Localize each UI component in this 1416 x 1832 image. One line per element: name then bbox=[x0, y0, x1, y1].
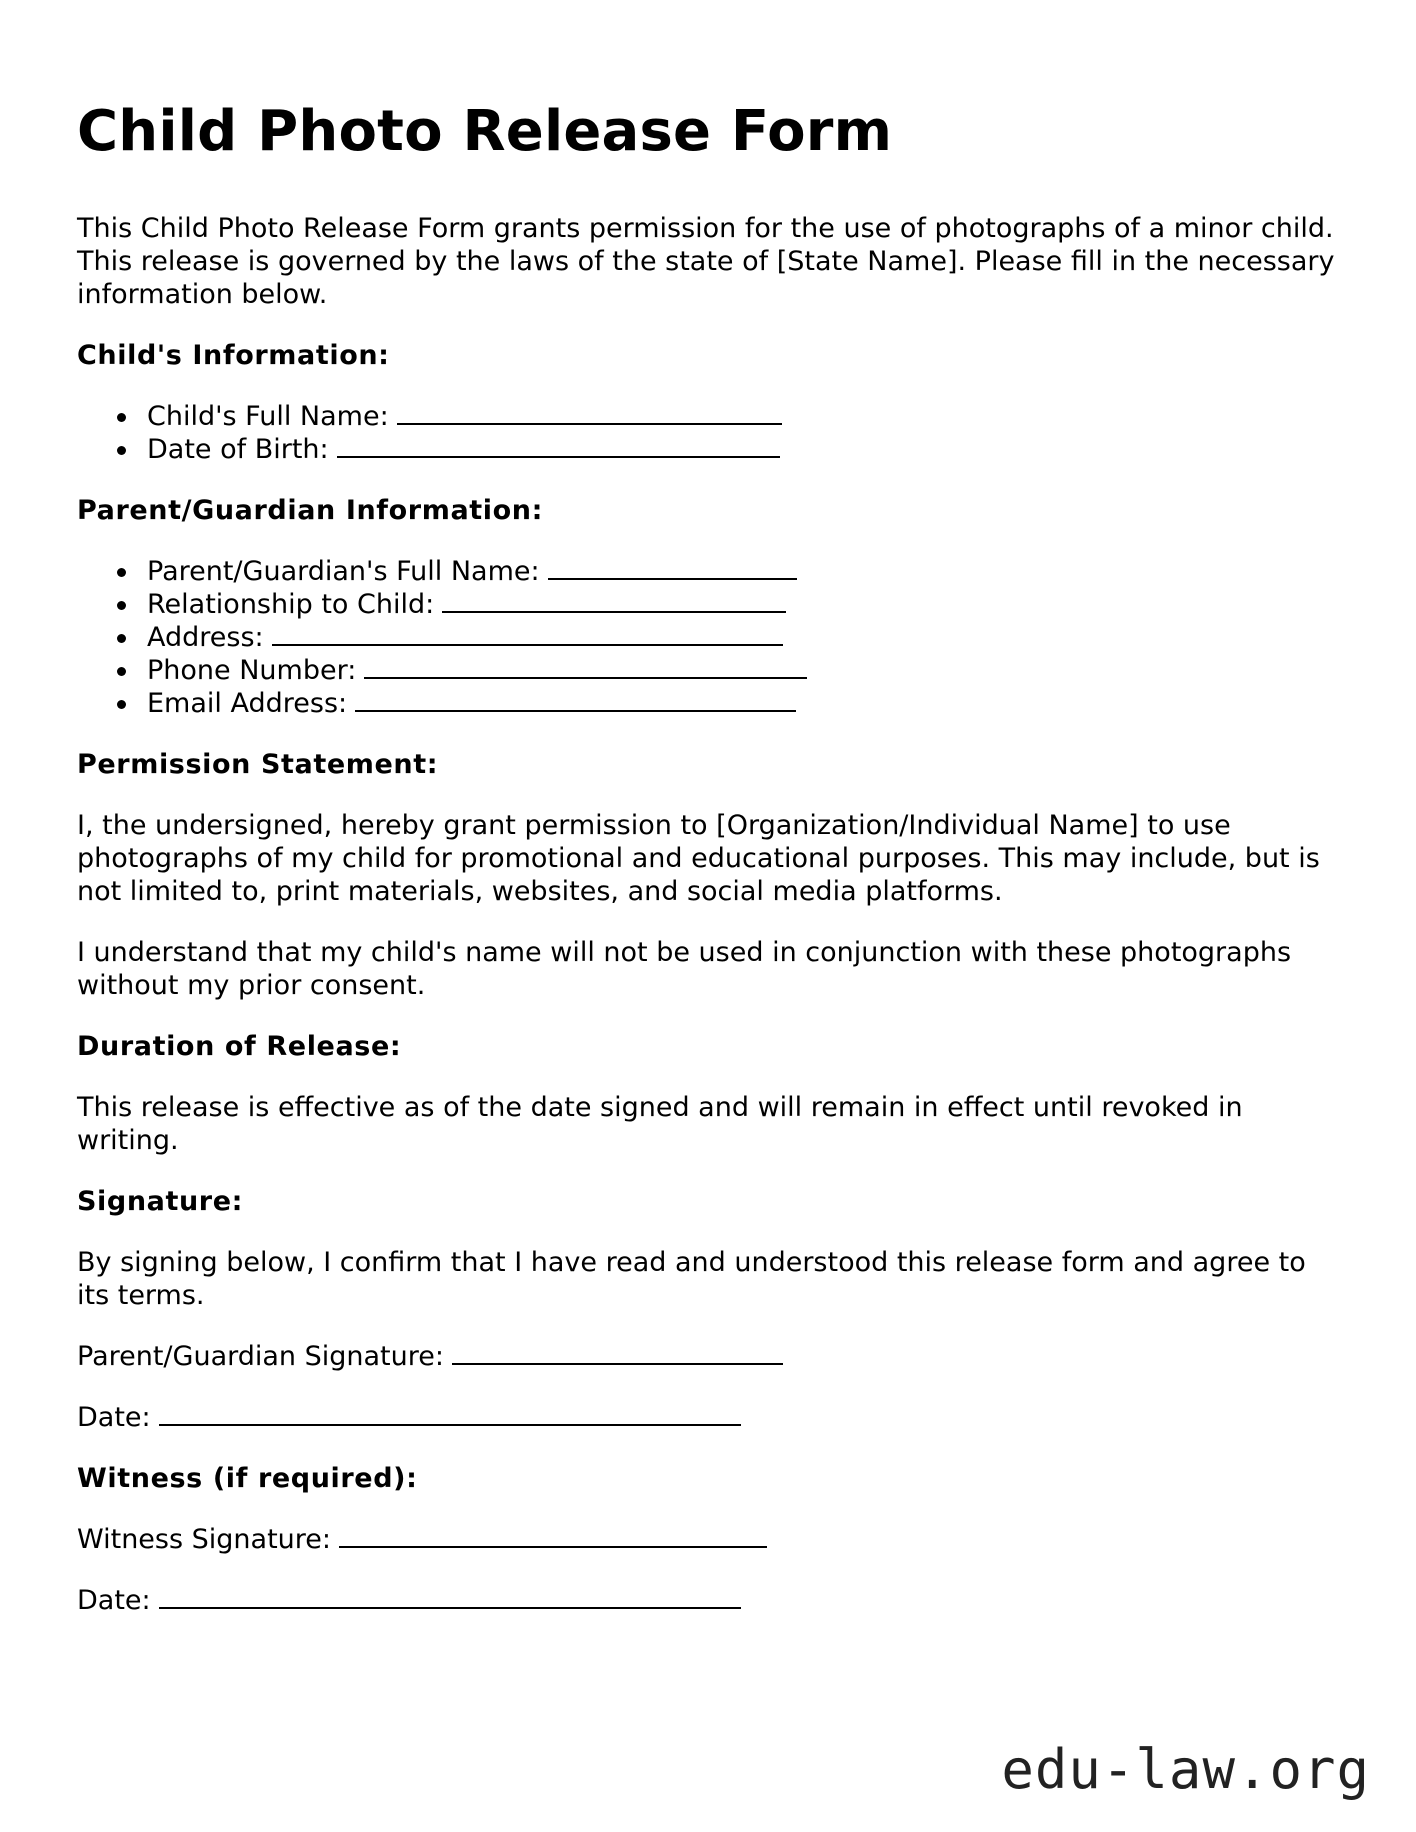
phone-field[interactable] bbox=[364, 655, 807, 679]
child-info-list bbox=[77, 400, 1339, 466]
witness-signature-line bbox=[77, 1523, 1339, 1556]
parent-info-list bbox=[77, 555, 1339, 720]
list-item bbox=[77, 621, 1339, 654]
signature-heading: Signature: bbox=[77, 1186, 244, 1217]
list-item bbox=[77, 555, 1339, 588]
witness-date-label: Date: bbox=[77, 1585, 151, 1616]
duration-paragraph: This release is effective as of the date signed and will remain in effect until revoked in writing. bbox=[77, 1092, 1243, 1156]
permission-paragraph-1: I, the undersigned, hereby grant permission to [Organization/Individual Name] to use photographs of my child for promotional and educational purposes. This may include, but is not limited to, print materials, websites, and social media platforms. bbox=[77, 810, 1320, 907]
relationship-field[interactable] bbox=[442, 589, 786, 613]
parent-name-field[interactable] bbox=[548, 556, 797, 580]
address-label: Address: bbox=[147, 622, 264, 653]
parent-info-heading: Parent/Guardian Information: bbox=[77, 495, 544, 526]
permission-paragraph-2: I understand that my child's name will not be used in conjunction with these photographs without my prior consent. bbox=[77, 937, 1292, 1001]
page-title: Child Photo Release Form bbox=[77, 99, 893, 164]
witness-heading: Witness (if required): bbox=[77, 1463, 418, 1494]
bullet-icon bbox=[117, 700, 126, 709]
witness-date-line bbox=[77, 1584, 1339, 1617]
address-field[interactable] bbox=[272, 622, 783, 646]
list-item bbox=[77, 588, 1339, 621]
bullet-icon bbox=[117, 413, 126, 422]
parent-name-label: Parent/Guardian's Full Name: bbox=[147, 556, 540, 587]
parent-signature-line bbox=[77, 1340, 1339, 1373]
bullet-icon bbox=[117, 667, 126, 676]
list-item bbox=[77, 433, 1339, 466]
permission-heading: Permission Statement: bbox=[77, 749, 439, 780]
bullet-icon bbox=[117, 446, 126, 455]
signature-date-line bbox=[77, 1401, 1339, 1434]
bullet-icon bbox=[117, 634, 126, 643]
parent-signature-label: Parent/Guardian Signature: bbox=[77, 1341, 444, 1372]
child-name-field[interactable] bbox=[397, 401, 782, 425]
witness-date-field[interactable] bbox=[159, 1585, 741, 1609]
child-name-label: Child's Full Name: bbox=[147, 401, 389, 432]
email-label: Email Address: bbox=[147, 688, 348, 719]
intro-paragraph: This Child Photo Release Form grants permission for the use of photographs of a minor child. This release is governed by the laws of the state of [State Name]. Please fill in the necessary information below. bbox=[77, 213, 1335, 310]
witness-signature-field[interactable] bbox=[339, 1524, 767, 1548]
document-page bbox=[77, 96, 1339, 1645]
relationship-label: Relationship to Child: bbox=[147, 589, 435, 620]
witness-signature-label: Witness Signature: bbox=[77, 1524, 331, 1555]
list-item bbox=[77, 400, 1339, 433]
watermark-text: edu-law.org bbox=[1001, 1738, 1370, 1801]
bullet-icon bbox=[117, 601, 126, 610]
duration-heading: Duration of Release: bbox=[77, 1031, 402, 1062]
parent-signature-field[interactable] bbox=[452, 1341, 783, 1365]
list-item bbox=[77, 687, 1339, 720]
bullet-icon bbox=[117, 568, 126, 577]
signature-date-field[interactable] bbox=[159, 1402, 741, 1426]
signature-paragraph: By signing below, I confirm that I have read and understood this release form and agree to its terms. bbox=[77, 1247, 1306, 1311]
list-item bbox=[77, 654, 1339, 687]
phone-label: Phone Number: bbox=[147, 655, 357, 686]
signature-date-label: Date: bbox=[77, 1402, 151, 1433]
dob-label: Date of Birth: bbox=[147, 434, 329, 465]
dob-field[interactable] bbox=[337, 434, 780, 458]
email-field[interactable] bbox=[355, 688, 796, 712]
child-info-heading: Child's Information: bbox=[77, 340, 390, 371]
